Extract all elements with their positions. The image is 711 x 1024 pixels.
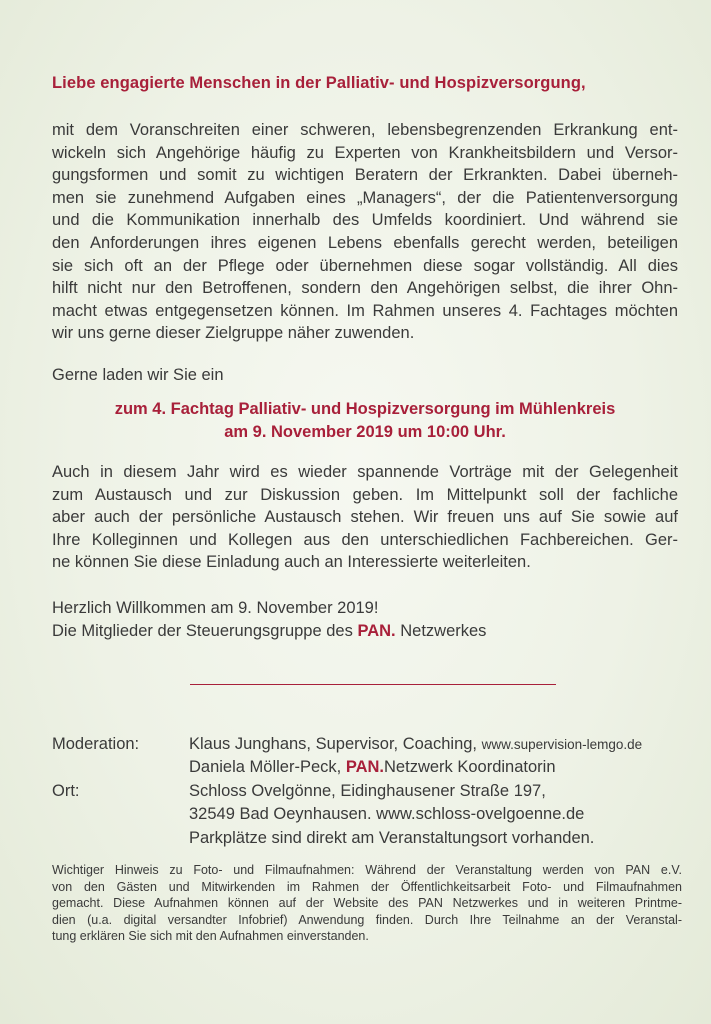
paragraph-line: und die Kommunikation innerhalb des Umfelds koordiniert. Und während sie: [52, 211, 678, 230]
closing-signature: [52, 620, 486, 643]
intro-paragraph: [52, 119, 678, 345]
moderator-2: [189, 756, 556, 779]
paragraph-line: sie sich oft an der Pflege oder übernehmen diese sogar vollständig. All dies: [52, 256, 678, 275]
moderator-2-role: Netzwerk Koordinatorin: [384, 758, 556, 777]
paragraph-line: ne können Sie diese Einladung auch an Interessierte weiterleiten.: [52, 553, 531, 572]
event-info: [52, 733, 642, 850]
event-announcement: [52, 398, 678, 444]
notice-line: dien (u.a. digital versandter Infobrief) Anwendung finden. Durch Ihre Teilnahme an der Veranstal-: [52, 912, 682, 927]
paragraph-line: hilft nicht nur den Betroffenen, sondern den Angehörigen selbst, die ihrer Ohn-: [52, 279, 678, 298]
notice-line: gemacht. Diese Aufnahmen können auf der Website des PAN Netzwerkes und in weiteren Printme-: [52, 896, 682, 911]
paragraph-line: Ihre Kolleginnen und Kollegen aus den unterschiedlichen Fachbereichen. Ger-: [52, 530, 678, 549]
notice-line: tung erklären Sie sich mit den Aufnahmen einverstanden.: [52, 929, 369, 944]
supervision-link[interactable]: www.supervision-lemgo.de: [481, 737, 643, 752]
paragraph-line: macht etwas entgegensetzen können. Im Rahmen unseres 4. Fachtages möchten: [52, 301, 678, 320]
closing: [52, 597, 486, 642]
paragraph-line: zum Austausch und zur Diskussion geben. Im Mittelpunkt soll der fachliche: [52, 485, 678, 504]
signature-text: Die Mitglieder der Steuerungsgruppe des: [52, 621, 358, 640]
notice-line: Wichtiger Hinweis zu Foto- und Filmaufnahmen: Während der Veranstaltung werden von PAN e.V.: [52, 863, 682, 877]
moderator-1: [189, 733, 642, 756]
paragraph-line: gungsformen und somit zu wichtigen Beratern der Erkrankten. Dabei überneh-: [52, 166, 678, 185]
ort-row-2: [52, 803, 642, 826]
ort-row: [52, 780, 642, 803]
signature-suffix: Netzwerkes: [395, 621, 487, 640]
paragraph-line: wir uns gerne dieser Zielgruppe näher zuwenden.: [52, 324, 415, 343]
event-title: zum 4. Fachtag Palliativ- und Hospizversorgung im Mühlenkreis: [114, 400, 616, 418]
invite-lead: Gerne laden wir Sie ein: [52, 366, 224, 384]
paragraph-line: aber auch der persönliche Austausch stehen. Wir freuen uns auf Sie sowie auf: [52, 508, 678, 527]
pan-logo-text: PAN.: [357, 621, 396, 640]
ort-city-link[interactable]: 32549 Bad Oeynhausen. www.schloss-ovelgoenne.de: [189, 805, 585, 824]
moderation-row-2: [52, 756, 642, 779]
ort-address: Schloss Ovelgönne, Eidinghausener Straße 197,: [189, 781, 546, 800]
moderator-2-text: Daniela Möller-Peck,: [189, 758, 346, 777]
details-paragraph: [52, 461, 678, 574]
salutation-heading: Liebe engagierte Menschen in der Palliativ- und Hospizversorgung,: [52, 74, 586, 92]
ort-label: Ort:: [52, 781, 80, 800]
pan-logo-text: PAN.: [345, 758, 385, 777]
moderation-row: [52, 733, 642, 756]
parking-info: Parkplätze sind direkt am Veranstaltungsort vorhanden.: [189, 828, 595, 847]
paragraph-line: wickeln sich Angehörige häufig zu Experten von Krankheitsbildern und Versor-: [52, 143, 678, 162]
closing-welcome: Herzlich Willkommen am 9. November 2019!: [52, 599, 379, 617]
event-date: am 9. November 2019 um 10:00 Uhr.: [224, 423, 506, 441]
paragraph-line: men sie zunehmend Aufgaben eines „Managers“, der die Patientenversorgung: [52, 188, 678, 207]
ort-row-3: [52, 827, 642, 850]
paragraph-line: Auch in diesem Jahr wird es wieder spannende Vorträge mit der Gelegenheit: [52, 463, 678, 481]
divider-line: [190, 684, 556, 685]
photo-notice: [52, 862, 682, 945]
notice-line: von den Gästen und Mitwirkenden im Rahmen der Öffentlichkeitsarbeit Foto- und Filmaufnahmen: [52, 879, 682, 894]
paragraph-line: mit dem Voranschreiten einer schweren, lebensbegrenzenden Erkrankung ent-: [52, 121, 678, 139]
paragraph-line: den Anforderungen ihres eigenen Lebens ebenfalls gerecht werden, beteiligen: [52, 233, 678, 252]
moderation-label: Moderation:: [52, 735, 140, 753]
moderator-1-text: Klaus Junghans, Supervisor, Coaching,: [189, 735, 482, 753]
